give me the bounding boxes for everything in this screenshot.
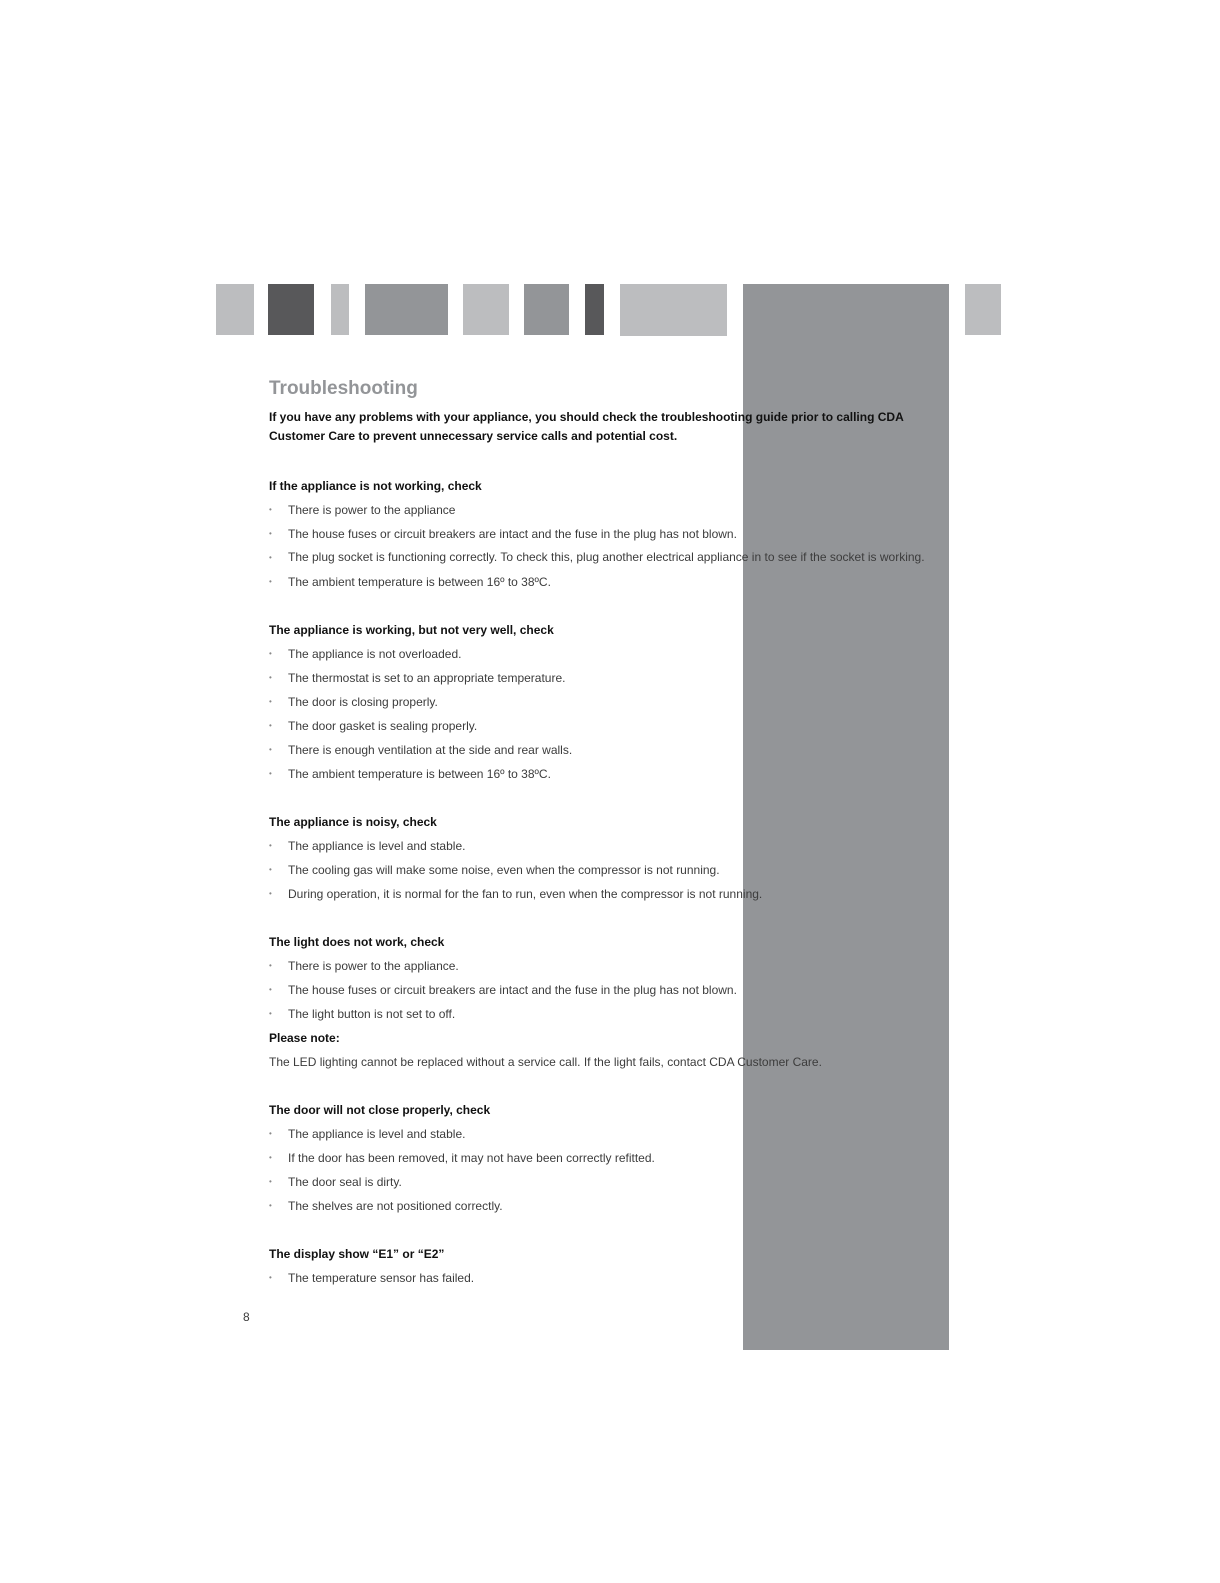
section-noisy [269,810,939,906]
decorative-block [216,284,254,335]
section-heading: The light does not work, check [269,935,445,949]
section-door [269,1098,939,1218]
list-item: • The cooling gas will make some noise, even when the compressor is not running. [269,858,939,882]
list-item: • The temperature sensor has failed. [269,1266,939,1290]
note-heading: Please note: [269,1031,340,1045]
list-item: • The appliance is not overloaded. [269,642,939,666]
list-item: • The door gasket is sealing properly. [269,714,939,738]
check-list [269,1122,939,1218]
section-heading: The appliance is noisy, check [269,815,437,829]
decorative-block [585,284,604,335]
decorative-block [268,284,314,335]
page-title: Troubleshooting [269,378,418,399]
check-list [269,642,939,786]
section-heading: The appliance is working, but not very well, check [269,623,554,637]
list-item: • The house fuses or circuit breakers are intact and the fuse in the plug has not blown. [269,522,939,546]
list-item: • There is power to the appliance. [269,954,939,978]
check-list [269,1266,939,1290]
list-item: • The light button is not set to off. [269,1002,939,1026]
list-item: • The ambient temperature is between 16º to 38ºC. [269,570,939,594]
section-not-working [269,474,939,594]
decorative-block [365,284,448,335]
check-list [269,498,939,594]
page-number: 8 [243,1310,250,1324]
section-heading: If the appliance is not working, check [269,479,482,493]
section-display [269,1242,939,1290]
decorative-block [331,284,349,335]
list-item: • The door seal is dirty. [269,1170,939,1194]
section-not-working-well [269,618,939,786]
section-light [269,930,939,1074]
note-text: The LED lighting cannot be replaced without a service call. If the light fails, contact CDA Customer Care. [269,1055,822,1069]
list-item: • During operation, it is normal for the fan to run, even when the compressor is not running. [269,882,939,906]
section-heading: The door will not close properly, check [269,1103,491,1117]
check-list [269,834,939,906]
intro-paragraph: If you have any problems with your appliance, you should check the troubleshooting guide prior to calling CDA Customer Care to prevent unnecessary service calls and potential cost. [269,410,904,443]
list-item: • There is power to the appliance [269,498,939,522]
list-item: • The appliance is level and stable. [269,834,939,858]
list-item: • The house fuses or circuit breakers are intact and the fuse in the plug has not blown. [269,978,939,1002]
check-list [269,954,939,1026]
list-item: • The plug socket is functioning correctly. To check this, plug another electrical appliance in to see if the socket is working. [269,546,939,570]
list-item: • The door is closing properly. [269,690,939,714]
decorative-block [463,284,509,335]
list-item: • The appliance is level and stable. [269,1122,939,1146]
list-item: • There is enough ventilation at the side and rear walls. [269,738,939,762]
decorative-block [620,284,727,336]
list-item: • The shelves are not positioned correctly. [269,1194,939,1218]
page-content [269,376,939,1314]
list-item: • The ambient temperature is between 16º to 38ºC. [269,762,939,786]
list-item: • The thermostat is set to an appropriate temperature. [269,666,939,690]
section-heading: The display show “E1” or “E2” [269,1247,445,1261]
list-item: • If the door has been removed, it may not have been correctly refitted. [269,1146,939,1170]
decorative-block [965,284,1001,335]
decorative-block [524,284,569,335]
